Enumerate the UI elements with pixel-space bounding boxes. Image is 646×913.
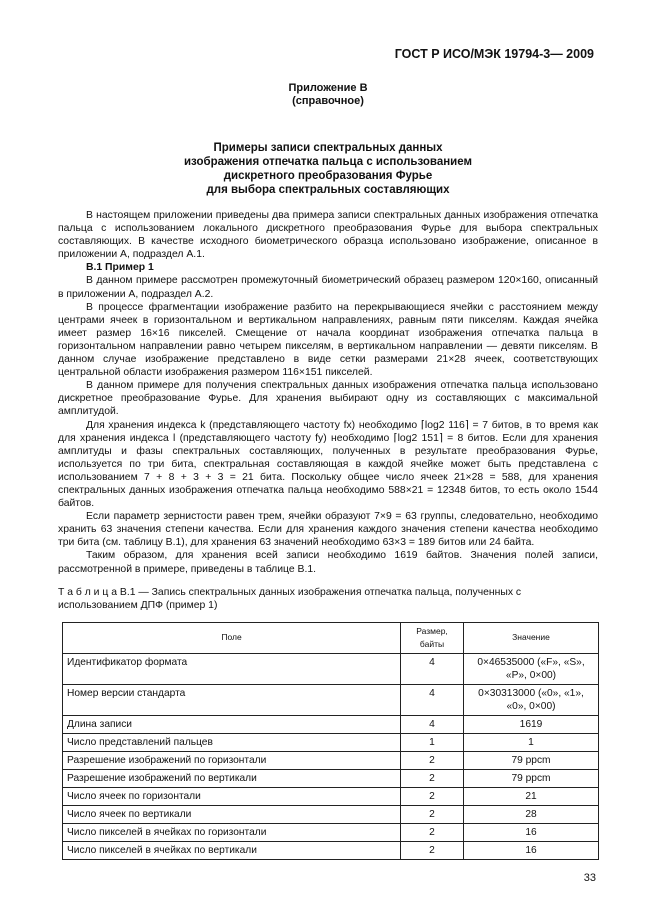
size-cell: 2: [401, 787, 464, 805]
size-cell: 4: [401, 653, 464, 684]
field-cell: Число представлений пальцев: [63, 733, 401, 751]
field-cell: Число пикселей в ячейках по горизонтали: [63, 823, 401, 841]
value-cell: 16: [464, 841, 599, 859]
table-row: [63, 841, 599, 859]
size-cell: 2: [401, 841, 464, 859]
title-line: дискретного преобразования Фурье: [223, 170, 433, 182]
paragraph: В настоящем приложении приведены два примера записи спектральных данных изображения отпечатка пальца с использованием локального дискретного преобразования Фурье для выбора спектральных составляющих. В качестве исходного биометрического образца использовано изображение, описанное в приложении А, подраздел А.1.: [58, 210, 598, 261]
size-cell: 2: [401, 823, 464, 841]
title-line: Примеры записи спектральных данных: [213, 142, 443, 154]
page-number: 33: [583, 871, 596, 884]
value-cell: 0×46535000 («F», «S», «P», 0×00): [464, 653, 599, 684]
title-line: изображения отпечатка пальца с использованием: [183, 156, 472, 168]
column-header: Значение: [464, 622, 599, 653]
value-cell: 1619: [464, 715, 599, 733]
paragraph: Таким образом, для хранения всей записи необходимо 1619 байтов. Значения полей записи, рассмотренной в примере, приведены в таблице В.1.: [58, 550, 598, 575]
table-row: [63, 751, 599, 769]
section-heading: В.1 Пример 1: [86, 262, 154, 274]
table-row: [63, 823, 599, 841]
size-cell: 2: [401, 769, 464, 787]
field-cell: Идентификатор формата: [63, 653, 401, 684]
title-line: для выбора спектральных составляющих: [206, 184, 450, 196]
value-cell: 1: [464, 733, 599, 751]
size-cell: 4: [401, 715, 464, 733]
appendix-heading: [58, 82, 598, 108]
value-cell: 16: [464, 823, 599, 841]
table-row: [63, 787, 599, 805]
field-cell: Число ячеек по горизонтали: [63, 787, 401, 805]
paragraph: В данном примере рассмотрен промежуточный биометрический образец размером 120×160, описанный в приложении А, подраздел А.2.: [58, 275, 598, 300]
appendix-label: Приложение В: [288, 82, 368, 94]
field-cell: Число ячеек по вертикали: [63, 805, 401, 823]
field-cell: Длина записи: [63, 715, 401, 733]
standard-header: ГОСТ Р ИСО/МЭК 19794-3— 2009: [394, 47, 594, 61]
record-table: [62, 622, 599, 860]
table-row: [63, 684, 599, 715]
paragraph: В данном примере для получения спектральных данных изображения отпечатка пальца использовано дискретное преобразование Фурье. Для хранения выбирают одну из составляющих с максимальной амплитудой.: [58, 380, 598, 418]
table-row: [63, 733, 599, 751]
paragraph: Если параметр зернистости равен трем, ячейки образуют 7×9 = 63 группы, следовательно, необходимо хранить 63 значения степени качества. Если для хранения каждого значения степени качества необходимо три бита (см. таблицу В.1), для хранения 63 значений необходимо 63×3 = 189 битов или 24 байта.: [58, 511, 598, 549]
appendix-title: [58, 141, 598, 197]
size-cell: 4: [401, 684, 464, 715]
body-text: [58, 209, 598, 576]
value-cell: 21: [464, 787, 599, 805]
table-row: [63, 769, 599, 787]
table-row: [63, 715, 599, 733]
field-cell: Число пикселей в ячейках по вертикали: [63, 841, 401, 859]
value-cell: 79 ppcm: [464, 769, 599, 787]
paragraph: Для хранения индекса k (представляющего частоту fx) необходимо ⌈log2 116⌉ = 7 битов, в то время как для хранения индекса l (представляющего частоту fy) необходимо ⌈log2 151⌉ = 8 битов. Если для хранения амплитуды и фазы спектральных составляющих, полученных в результате преобразования Фурье, используется по три бита, спектральная составляющая в каждой ячейке может быть представлена с использованием 7 + 8 + 3 + 3 = 21 бита. Поскольку общее число ячеек 21×28 = 588, для хранения спектральных данных изображения отпечатка пальца необходимо 588×21 = 12348 битов, то есть около 1544 байтов.: [58, 419, 598, 510]
table-row: [63, 653, 599, 684]
column-header: Размер, байты: [401, 622, 464, 653]
value-cell: 28: [464, 805, 599, 823]
table-row: [63, 805, 599, 823]
field-cell: Разрешение изображений по вертикали: [63, 769, 401, 787]
size-cell: 1: [401, 733, 464, 751]
value-cell: 0×30313000 («0», «1», «0», 0×00): [464, 684, 599, 715]
table-caption: Т а б л и ц а В.1 — Запись спектральных данных изображения отпечатка пальца, полученных с использованием ДПФ (пример 1): [58, 586, 522, 611]
size-cell: 2: [401, 805, 464, 823]
field-cell: Номер версии стандарта: [63, 684, 401, 715]
value-cell: 79 ppcm: [464, 751, 599, 769]
appendix-note: (справочное): [292, 95, 364, 107]
column-header: Поле: [63, 622, 401, 653]
table-header-row: [63, 622, 599, 653]
paragraph: В процессе фрагментации изображение разбито на перекрывающиеся ячейки с расстоянием между центрами ячеек в горизонтальном и вертикальном направлениях, равным пяти пикселям. Каждая ячейка имеет размер 16×16 пикселей. Смещение от начала координат изображения отпечатка пальца в горизонтальном направлении равно четырем пикселям, в вертикальном направлении — девяти пикселям. В данном случае изображение представлено в виде сетки размерами 21×28 ячеек, соответствующих центральной области изображения размером 116×151 пикселей.: [58, 301, 598, 379]
field-cell: Разрешение изображений по горизонтали: [63, 751, 401, 769]
size-cell: 2: [401, 751, 464, 769]
